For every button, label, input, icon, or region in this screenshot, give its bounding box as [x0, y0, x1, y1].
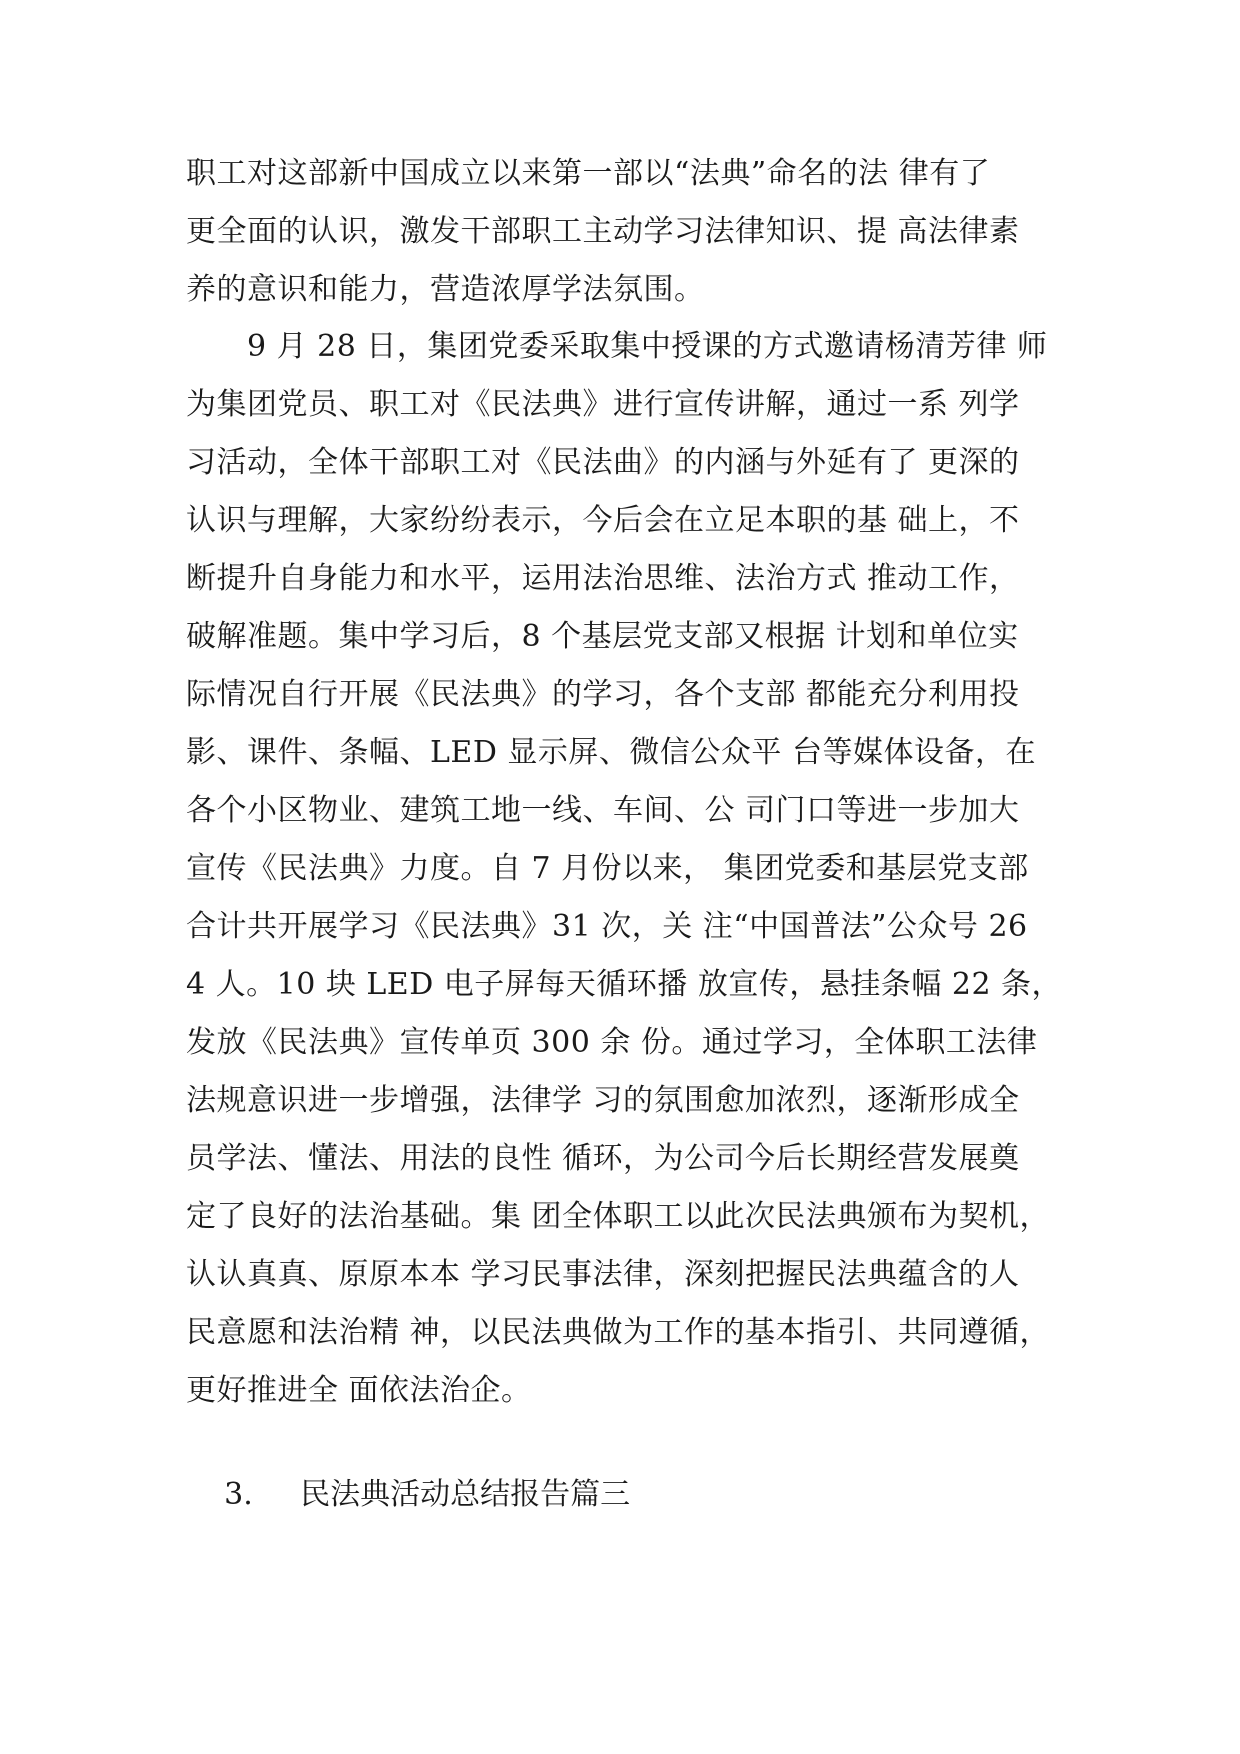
text-line: 法规意识进一步增强，法律学 习的氛围愈加浓烈，逐渐形成全	[186, 1083, 1020, 1118]
text-line: 各个小区物业、建筑工地一线、车间、公 司门口等进一步加大	[186, 793, 1020, 828]
section-title: 民法典活动总结报告篇三	[300, 1477, 631, 1512]
paragraph-main	[186, 318, 1066, 1420]
text-line: 9 月 28 日，集团党委采取集中授课的方式邀请杨清芳律 师	[186, 329, 1048, 364]
text-line: 更全面的认识，激发干部职工主动学习法律知识、提 高法律素	[186, 214, 1020, 249]
text-line: 认识与理解，大家纷纷表示，今后会在立足本职的基 础上，不	[186, 503, 1020, 538]
section-heading	[186, 1408, 1066, 1512]
text-line: 定了良好的法治基础。集 团全体职工以此次民法典颁布为契机，	[186, 1199, 1051, 1234]
text-line: 破解准题。集中学习后，8 个基层党支部又根据 计划和单位实	[186, 619, 1019, 654]
text-line: 认认真真、原原本本 学习民事法律，深刻把握民法典蕴含的人	[186, 1257, 1020, 1292]
text-line: 更好推进全 面依法治企。	[186, 1373, 532, 1408]
text-line: 发放《民法典》宣传单页 300 余 份。通过学习，全体职工法律	[186, 1025, 1038, 1060]
text-line: 际情况自行开展《民法典》的学习，各个支部 都能充分利用投	[186, 677, 1020, 712]
text-line: 民意愿和法治精 神，以民法典做为工作的基本指引、共同遵循，	[186, 1315, 1051, 1350]
text-line: 习活动，全体干部职工对《民法曲》的内涵与外延有了 更深的	[186, 445, 1020, 480]
text-line: 宣传《民法典》力度。自 7 月份以来， 集团党委和基层党支部	[186, 851, 1029, 886]
text-line: 4 人。10 块 LED 电子屏每天循环播 放宣传，悬挂条幅 22 条，	[186, 967, 1063, 1002]
paragraph-intro	[186, 145, 1066, 319]
text-line: 职工对这部新中国成立以来第一部以“法典”命名的法 律有了	[186, 156, 991, 191]
text-line: 养的意识和能力，营造浓厚学法氛围。	[186, 272, 705, 307]
text-line: 合计共开展学习《民法典》31 次，关 注“中国普法”公众号 26	[186, 909, 1028, 944]
section-number: 3.	[224, 1477, 253, 1512]
text-line: 影、课件、条幅、LED 显示屏、微信公众平 台等媒体设备，在	[186, 735, 1036, 770]
text-line: 为集团党员、职工对《民法典》进行宣传讲解，通过一系 列学	[186, 387, 1020, 422]
text-line: 员学法、懂法、用法的良性 循环，为公司今后长期经营发展奠	[186, 1141, 1020, 1176]
text-line: 断提升自身能力和水平，运用法治思维、法治方式 推动工作，	[186, 561, 1020, 596]
